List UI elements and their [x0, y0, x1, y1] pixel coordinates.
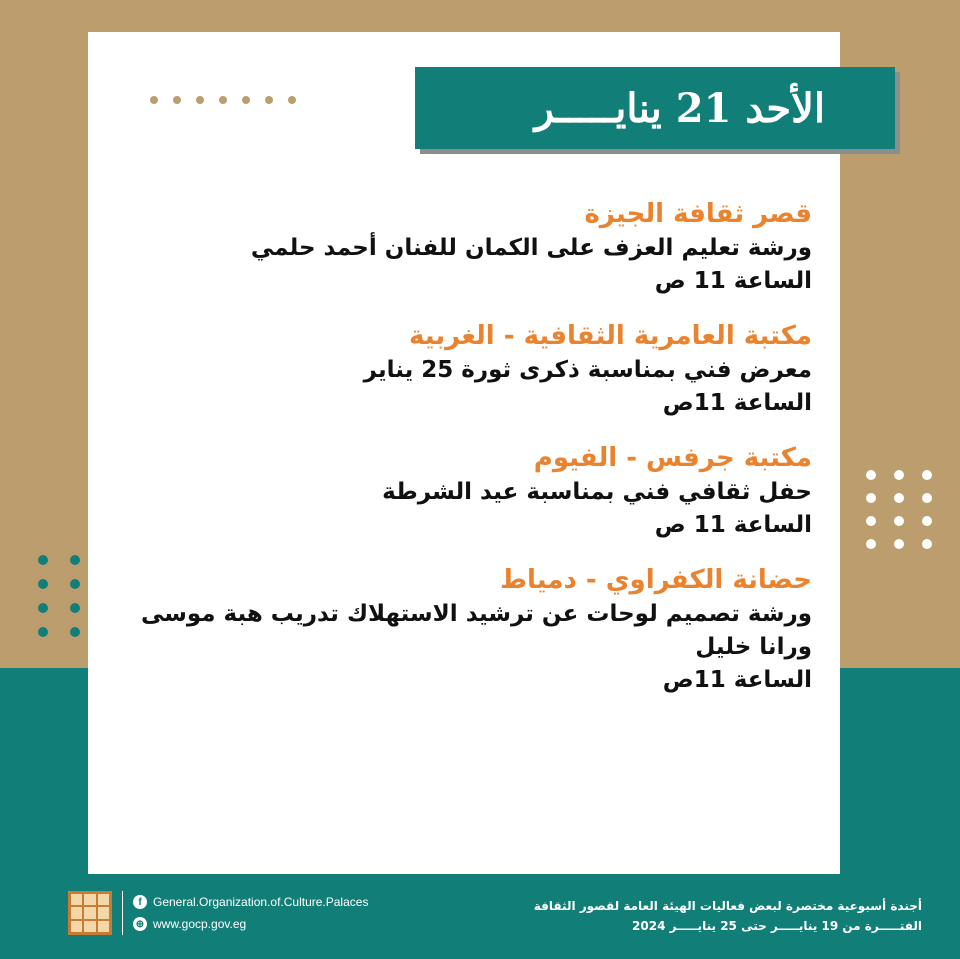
website-link[interactable] — [133, 917, 368, 931]
event-item — [110, 562, 812, 697]
event-time: الساعة 11ص — [662, 390, 812, 416]
event-venue: حضانة الكفراوي - دمياط — [500, 565, 812, 595]
event-item — [110, 196, 812, 298]
facebook-icon: f — [133, 895, 147, 909]
website-label: www.gocp.gov.eg — [153, 917, 247, 931]
facebook-label: General.Organization.of.Culture.Palaces — [153, 895, 369, 909]
event-venue: مكتبة العامرية الثقافية - الغربية — [409, 321, 812, 351]
event-description: معرض فني بمناسبة ذكرى ثورة 25 يناير — [363, 357, 812, 383]
event-description-cont: ورانا خليل — [695, 634, 812, 660]
event-description: ورشة تصميم لوحات عن ترشيد الاستهلاك تدريب هبة موسى — [140, 601, 812, 627]
decorative-dots-gold — [150, 96, 296, 104]
facebook-link[interactable] — [133, 895, 368, 909]
agenda-line-2: الفتـــــرة من 19 ينايـــــر حتى 25 ينايـــــر 2024 — [632, 919, 922, 933]
event-item — [110, 318, 812, 420]
globe-icon: ⊕ — [133, 917, 147, 931]
footer-divider — [122, 891, 123, 935]
event-venue: قصر ثقافة الجيزة — [584, 199, 812, 229]
footer-links — [68, 891, 368, 935]
event-time: الساعة 11 ص — [654, 512, 812, 538]
events-list — [110, 196, 812, 717]
event-description: ورشة تعليم العزف على الكمان للفنان أحمد حلمي — [250, 235, 812, 261]
agenda-line-1: أجندة أسبوعية مختصرة لبعض فعاليات الهيئة العامة لقصور الثقافة — [533, 899, 922, 913]
decorative-dots-white — [866, 470, 932, 549]
event-time: الساعة 11 ص — [654, 268, 812, 294]
event-item — [110, 440, 812, 542]
date-title: الأحد 21 ينايـــــر — [534, 84, 825, 132]
date-header — [415, 67, 895, 149]
organization-logo-icon — [68, 891, 112, 935]
event-time: الساعة 11ص — [662, 667, 812, 693]
decorative-dots-teal — [38, 555, 80, 637]
event-venue: مكتبة جرفس - الفيوم — [533, 443, 812, 473]
event-description: حفل ثقافي فني بمناسبة عيد الشرطة — [382, 479, 812, 505]
agenda-note — [534, 896, 922, 936]
